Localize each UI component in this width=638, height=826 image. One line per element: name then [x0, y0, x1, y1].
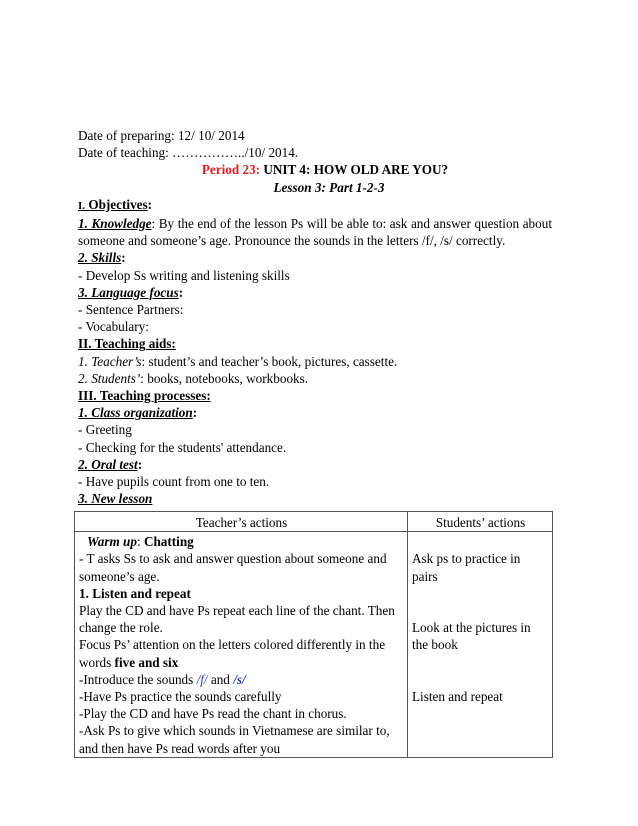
teacher-step-3 [79, 636, 404, 670]
class-organization-heading [78, 404, 552, 421]
teacher-step-4-and: and [207, 671, 234, 687]
aids-heading: II. Teaching aids: [78, 336, 176, 352]
student-step-2: Look at the pictures in the book [412, 620, 531, 653]
warmup-line [79, 533, 404, 550]
warmup-label: Warm up [87, 534, 137, 550]
teacher-step-5: -Have Ps practice the sounds carefully [79, 689, 282, 705]
aids-teacher-text: : student’s and teacher’s book, pictures, cassette. [141, 353, 398, 369]
unit-title: UNIT 4: HOW OLD ARE YOU? [260, 162, 449, 178]
skills-heading [78, 249, 552, 266]
students-actions-cell [408, 532, 553, 758]
warmup-activity: Chatting [143, 534, 194, 550]
aids-students-text: : books, notebooks, workbooks. [140, 370, 309, 386]
class-organization-label: 1. Class organization [78, 405, 193, 421]
objectives-label: Objectives [85, 196, 148, 212]
table-row [75, 532, 553, 758]
student-step-1: Ask ps to practice in pairs [412, 551, 521, 584]
aids-teacher-label: 1. Teacher’s [78, 353, 142, 369]
skills-label: 2. Skills [78, 250, 122, 266]
sound-s: /s/ [233, 671, 246, 687]
teacher-actions-cell [75, 532, 408, 758]
language-heading [78, 284, 552, 301]
teacher-step-1: - T asks Ss to ask and answer question about someone and someone’s age. [79, 551, 387, 584]
skills-colon: : [121, 250, 126, 266]
processes-heading: III. Teaching processes: [78, 388, 211, 404]
activities-table [74, 511, 553, 758]
teacher-step-2: Play the CD and have Ps repeat each line of the chant. Then change the role. [79, 603, 395, 636]
col-students-header: Students’ actions [408, 512, 553, 532]
oral-test-text: - Have pupils count from one to ten. [78, 474, 270, 490]
teacher-step-3-text: Focus Ps’ attention on the letters colored differently in the words [79, 637, 386, 670]
new-lesson-heading: 3. New lesson [78, 491, 153, 507]
language-label: 3. Language focus [78, 284, 179, 300]
knowledge-paragraph [78, 215, 552, 249]
knowledge-text: : By the end of the lesson Ps will be able to: ask and answer question about someone and someone’s age. Pronounce the sounds in the letters /f/, /s/ correctly. [78, 216, 552, 249]
students-spacer-2 [412, 585, 549, 619]
warmup-sep: : [136, 534, 144, 550]
students-spacer [412, 533, 549, 550]
period-title [78, 161, 552, 178]
class-organization-colon: : [192, 405, 198, 421]
language-colon: : [178, 284, 184, 300]
teacher-step-3-words: five and six [114, 654, 179, 670]
aids-teacher [78, 353, 552, 370]
sentence-patterns: - Sentence Partners: [78, 302, 184, 318]
teacher-step-4 [79, 671, 404, 688]
date-preparing: Date of preparing: 12/ 10/ 2014 [78, 128, 245, 143]
period-label: Period 23: [201, 162, 261, 178]
students-spacer-3 [412, 654, 549, 688]
teacher-step-7: -Ask Ps to give which sounds in Vietnamese are similar to, and then have Ps read words after you [79, 723, 390, 756]
objectives-number: I. [78, 199, 86, 212]
attendance: - Checking for the students' attendance. [78, 439, 287, 455]
oral-test-colon: : [137, 456, 143, 472]
oral-test-heading [78, 456, 552, 473]
col-teacher-header: Teacher’s actions [75, 512, 408, 532]
skills-text: - Develop Ss writing and listening skills [78, 267, 290, 283]
listen-repeat-heading: 1. Listen and repeat [79, 585, 191, 601]
lesson-title: Lesson 3: Part 1-2-3 [273, 179, 385, 195]
vocabulary: - Vocabulary: [78, 319, 149, 335]
aids-students [78, 370, 552, 387]
lesson-plan-page [78, 127, 552, 507]
knowledge-label: 1. Knowledge [78, 216, 152, 232]
objectives-heading [78, 196, 552, 215]
table-header-row [75, 512, 553, 532]
sound-f: /f/ [196, 671, 208, 687]
teacher-step-6: -Play the CD and have Ps read the chant in chorus. [79, 706, 347, 722]
date-teaching: Date of teaching: ……………../10/ 2014. [78, 145, 299, 161]
student-step-3: Listen and repeat [412, 688, 503, 704]
oral-test-label: 2. Oral test [78, 456, 138, 472]
greeting: - Greeting [78, 422, 132, 438]
teacher-step-4-text: -Introduce the sounds [79, 671, 197, 687]
objectives-colon: : [147, 196, 153, 212]
aids-students-label: 2. Students’ [78, 370, 141, 386]
